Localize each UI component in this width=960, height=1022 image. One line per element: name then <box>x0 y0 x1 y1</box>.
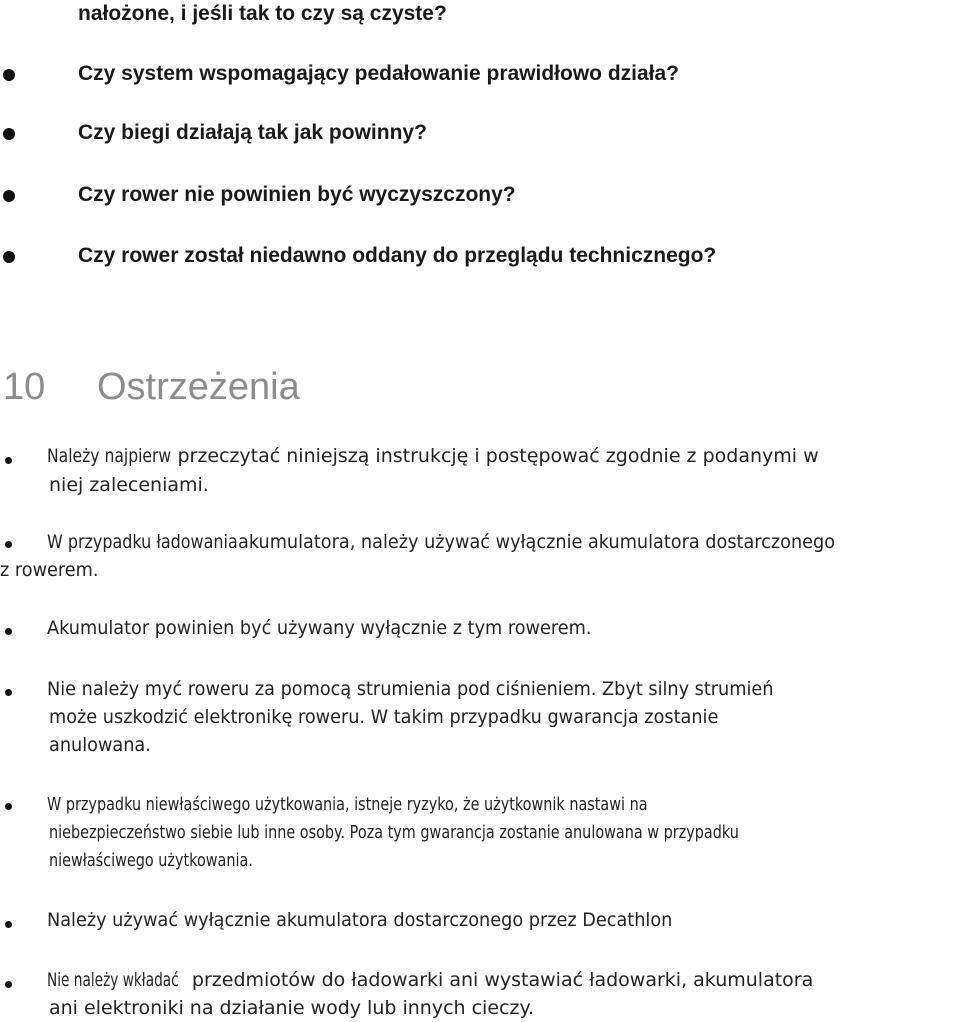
warning-line: W przypadku niewłaściwego użytkowania, istneje ryzyko, że użytkownik nastawi na <box>47 794 648 815</box>
bullet-icon <box>5 921 12 928</box>
question-item: Czy biegi działają tak jak powinny? <box>78 121 427 144</box>
warning-line: ani elektroniki na działanie wody lub innych cieczy. <box>49 997 535 1019</box>
warning-line: anulowana. <box>49 734 151 756</box>
bullet-icon <box>5 803 12 810</box>
question-item: Czy rower został niedawno oddany do przeglądu technicznego? <box>78 244 717 267</box>
bullet-icon <box>3 128 15 140</box>
warning-line: Należy używać wyłącznie akumulatora dostarczonego przez Decathlon <box>47 909 673 931</box>
bullet-icon <box>5 628 12 635</box>
bullet-icon <box>3 190 15 202</box>
bullet-icon <box>5 541 12 548</box>
bullet-icon <box>5 981 12 988</box>
warning-line: z rowerem. <box>0 559 99 581</box>
warning-line: niej zaleceniami. <box>49 474 209 496</box>
bullet-icon <box>3 69 15 81</box>
section-number: 10 <box>3 366 46 408</box>
warning-line: Nie należy myć roweru za pomocą strumienia pod ciśnieniem. Zbyt silny strumień <box>47 678 774 700</box>
warning-line: niewłaściwego użytkowania. <box>49 850 253 871</box>
warning-line: może uszkodzić elektronikę roweru. W takim przypadku gwarancja zostanie <box>49 706 719 728</box>
warning-line: Akumulator powinien być używany wyłącznie z tym rowerem. <box>47 617 592 639</box>
section-title: Ostrzeżenia <box>97 366 300 408</box>
bullet-icon <box>3 251 15 263</box>
warning-line: W przypadku ładowaniaakumulatora, należy używać wyłącznie akumulatora dostarczonego <box>47 531 836 553</box>
question-continuation: nałożone, i jeśli tak to czy są czyste? <box>78 2 447 25</box>
question-item: Czy system wspomagający pedałowanie prawidłowo działa? <box>78 62 680 85</box>
warning-line: Należy najpierw przeczytać niniejszą instrukcję i postępować zgodnie z podanymi w <box>47 445 819 467</box>
question-item: Czy rower nie powinien być wyczyszczony? <box>78 183 516 206</box>
bullet-icon <box>5 689 12 696</box>
warning-line: Nie należy wkładać przedmiotów do ładowarki ani wystawiać ładowarki, akumulatora <box>47 969 814 991</box>
bullet-icon <box>5 457 12 464</box>
warning-line: niebezpieczeństwo siebie lub inne osoby. Poza tym gwarancja zostanie anulowana w przypadku <box>49 822 739 843</box>
